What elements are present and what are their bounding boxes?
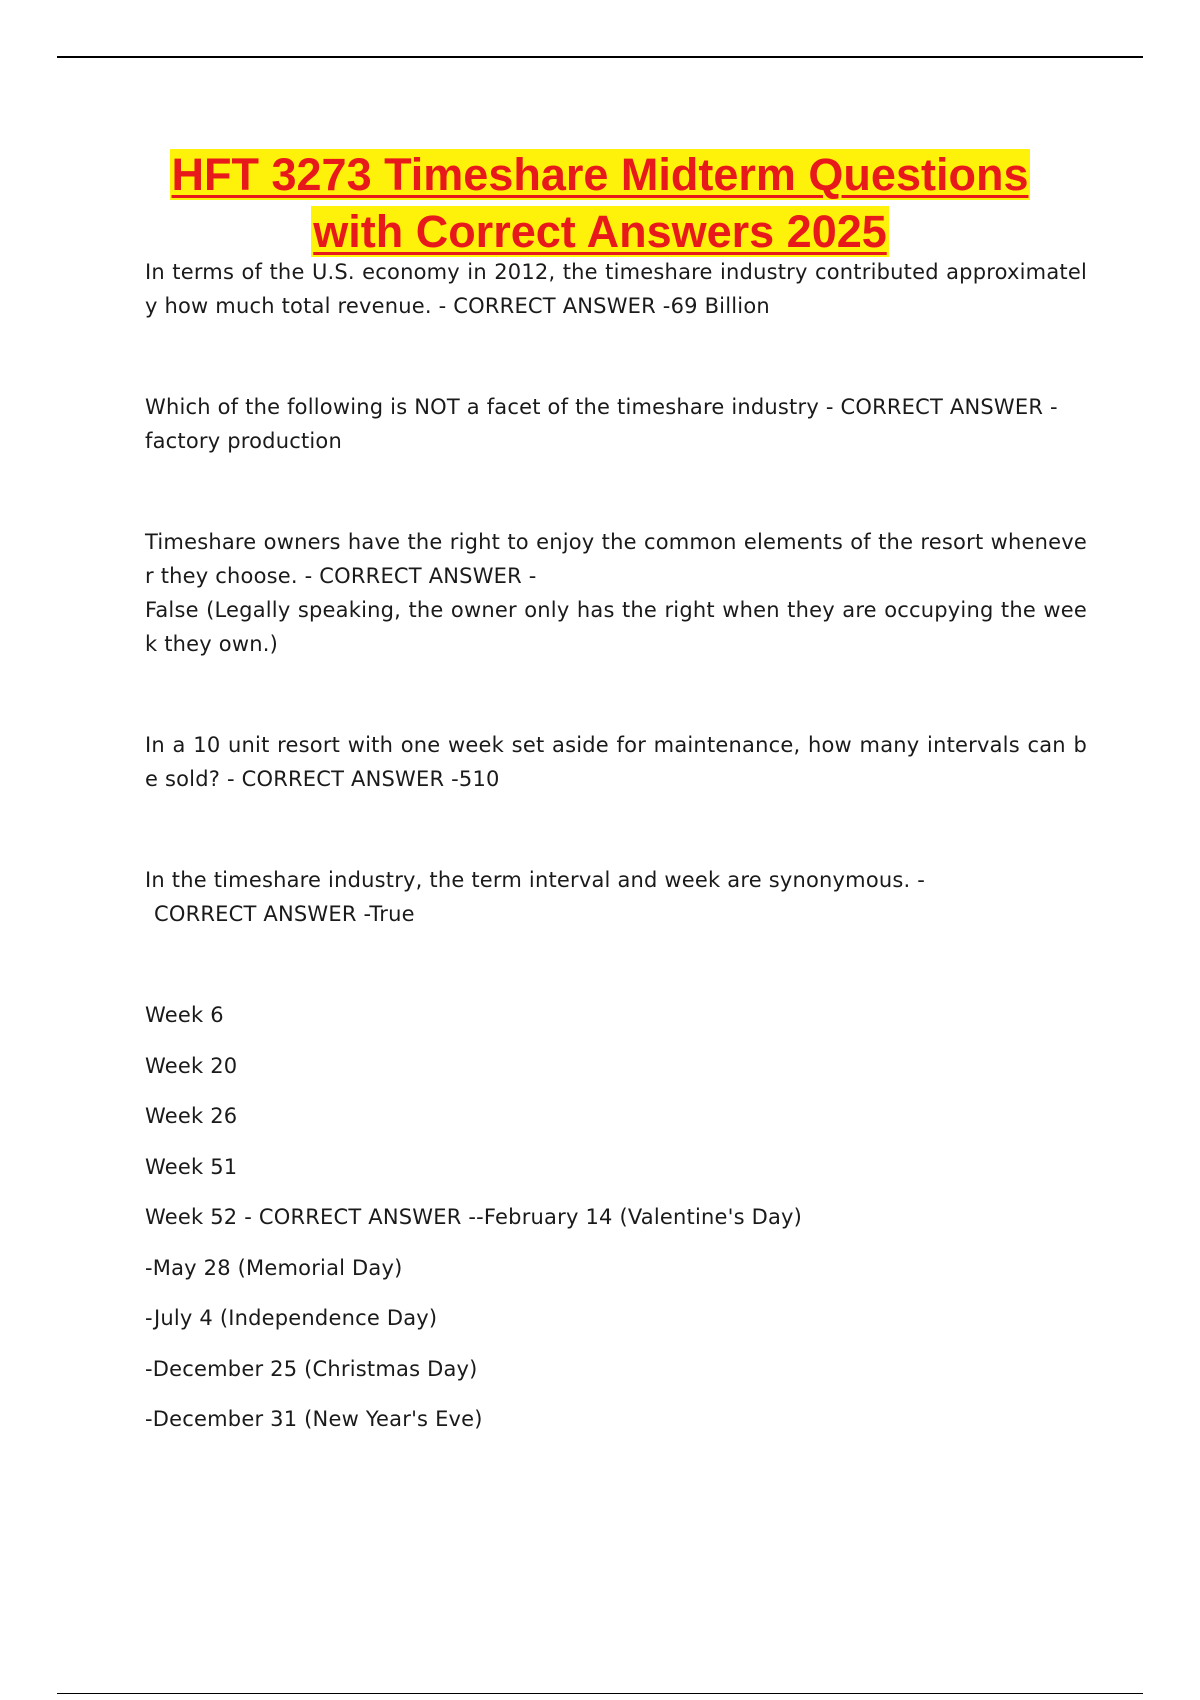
question-text: In terms of the U.S. economy in 2012, the timeshare industry contributed approximately how much total revenue. - CORRECT ANSWER -69 Billion — [145, 260, 1087, 318]
week-list — [145, 998, 1087, 1453]
qa-item-4 — [145, 728, 1087, 796]
answer-text: False (Legally speaking, the owner only has the right when they are occupying the week they own.) — [145, 598, 1087, 656]
qa-item-5 — [145, 863, 1087, 931]
bottom-rule — [57, 1693, 1143, 1694]
qa-item-3 — [145, 525, 1087, 661]
question-text: In a 10 unit resort with one week set aside for maintenance, how many intervals can be sold? - CORRECT ANSWER -510 — [145, 733, 1087, 791]
week-list-item: Week 52 - CORRECT ANSWER --February 14 (Valentine's Day) — [145, 1205, 803, 1229]
week-list-item: Week 6 — [145, 1003, 224, 1027]
week-list-item: -July 4 (Independence Day) — [145, 1306, 438, 1330]
week-list-item: Week 51 — [145, 1154, 238, 1179]
question-text: Timeshare owners have the right to enjoy the common elements of the resort whenever they choose. - CORRECT ANSWER - — [145, 530, 1087, 588]
title-line-1: HFT 3273 Timeshare Midterm Questions — [171, 149, 1029, 200]
week-list-item: -May 28 (Memorial Day) — [145, 1255, 403, 1280]
answer-text: CORRECT ANSWER -True — [154, 902, 415, 926]
week-list-item: -December 25 (Christmas Day) — [145, 1356, 478, 1381]
question-text: In the timeshare industry, the term interval and week are synonymous. - — [145, 868, 926, 892]
qa-item-1 — [145, 255, 1087, 323]
qa-item-2 — [145, 390, 1087, 458]
question-text: Which of the following is NOT a facet of the timeshare industry - CORRECT ANSWER - — [145, 395, 1058, 419]
week-list-item: -December 31 (New Year's Eve) — [145, 1407, 483, 1431]
week-list-item: Week 26 — [145, 1104, 238, 1128]
title-line-2: with Correct Answers 2025 — [313, 206, 887, 257]
week-list-item: Week 20 — [145, 1053, 238, 1078]
top-rule — [57, 56, 1143, 58]
document-body — [145, 255, 1087, 1453]
answer-text: factory production — [145, 429, 342, 453]
document-title — [100, 146, 1100, 260]
